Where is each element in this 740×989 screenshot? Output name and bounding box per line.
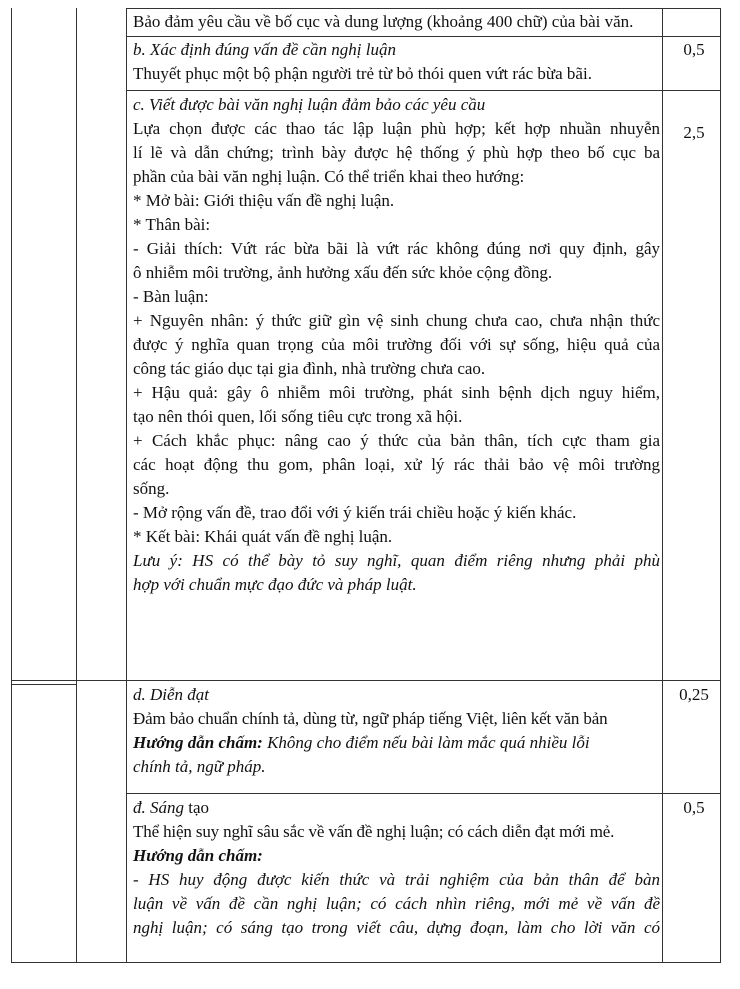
row3-line: - Giải thích: Vứt rác bừa bãi là vứt rác không đúng nơi quy định, gây [133, 239, 660, 258]
table-border-right [720, 8, 721, 963]
row1-line: Bảo đảm yêu cầu về bố cục và dung lượng (khoảng 400 chữ) của bài văn. [133, 12, 634, 31]
row3-heading: c. Viết được bài văn nghị luận đảm bảo các yêu cầu [133, 95, 486, 114]
row3-line: * Kết bài: Khái quát vấn đề nghị luận. [133, 527, 393, 546]
row4-heading: d. Diễn đạt [133, 685, 210, 704]
row4-line: Đảm bảo chuẩn chính tả, dùng từ, ngữ pháp tiếng Việt, liên kết văn bản [133, 709, 608, 728]
row-divider-3-sub [11, 684, 77, 685]
row-divider-4 [126, 793, 721, 794]
row3-line: - Mở rộng vấn đề, trao đổi với ý kiến trái chiều hoặc ý kiến khác. [133, 503, 577, 522]
column-divider-2 [126, 8, 127, 963]
row3-line: tạo nên thói quen, lối sống tiêu cực trong xã hội. [133, 407, 463, 426]
row3-score: 2,5 [683, 123, 705, 142]
row5-guide-line: - HS huy động được kiến thức và trải nghiệm của bản thân để bàn [133, 870, 660, 889]
row-divider-1 [126, 36, 721, 37]
row3-content [133, 93, 660, 597]
row5-guide-label: Hướng dẫn chấm: [133, 846, 263, 865]
row-divider-top [126, 8, 721, 9]
row5-line: Thể hiện suy nghĩ sâu sắc về vấn đề nghị luận; có cách diễn đạt mới mẻ. [133, 822, 615, 841]
row3-line: ô nhiễm môi trường, ảnh hưởng xấu đến sức khỏe cộng đồng. [133, 263, 553, 282]
row3-line: * Mở bài: Giới thiệu vấn đề nghị luận. [133, 191, 395, 210]
row5-guide-line: nghị luận; có sáng tạo trong viết câu, dựng đoạn, làm cho lời văn có [133, 918, 660, 937]
row3-line: * Thân bài: [133, 215, 211, 234]
column-divider-3 [662, 8, 663, 963]
row-divider-3 [11, 680, 721, 681]
row4-content [133, 683, 660, 779]
row-divider-2 [126, 90, 721, 91]
row4-score: 0,25 [679, 685, 709, 704]
row3-note: hợp với chuẩn mực đạo đức và pháp luật. [133, 575, 417, 594]
row4-guide-continued: chính tả, ngữ pháp. [133, 757, 266, 776]
table-border-bottom [11, 962, 721, 963]
row1-content [133, 10, 660, 34]
row2-heading: b. Xác định đúng vấn đề cần nghị luận [133, 40, 396, 59]
row5-score: 0,5 [683, 798, 705, 817]
row4-guide-label: Hướng dẫn chấm: [133, 733, 263, 752]
row5-heading-prefix: đ. Sáng [133, 798, 184, 817]
row2-score: 0,5 [683, 40, 705, 59]
row5-heading-suffix: tạo [184, 798, 210, 817]
row3-line: các hoạt động thu gom, phân loại, xử lý rác thải bảo vệ môi trường [133, 455, 660, 474]
row3-line: phần của bài văn nghị luận. Có thể triển khai theo hướng: [133, 167, 525, 186]
row3-line: - Bàn luận: [133, 287, 209, 306]
row3-line: Lựa chọn được các thao tác lập luận phù hợp; kết hợp nhuần nhuyễn [133, 119, 660, 138]
row2-content [133, 38, 660, 86]
row3-line: + Nguyên nhân: ý thức giữ gìn vệ sinh chung chưa cao, chưa nhận thức [133, 311, 660, 330]
row5-guide-line: luận về vấn đề cần nghị luận; có cách nhìn riêng, mới mẻ về vấn đề [133, 894, 660, 913]
row2-line: Thuyết phục một bộ phận người trẻ từ bỏ thói quen vứt rác bừa bãi. [133, 64, 592, 83]
row3-line: được ý nghĩa quan trọng của môi trường đối với sự sống, hiệu quả của [133, 335, 660, 354]
row3-line: công tác giáo dục tại gia đình, nhà trường chưa cao. [133, 359, 486, 378]
column-divider-1 [76, 8, 77, 963]
row5-content [133, 796, 660, 940]
row3-line: lí lẽ và dẫn chứng; trình bày được hệ thống ý phù hợp theo bố cục ba [133, 143, 660, 162]
row4-guide-text: Không cho điểm nếu bài làm mắc quá nhiều lỗi [262, 733, 590, 752]
row3-line: sống. [133, 479, 170, 498]
row3-note: Lưu ý: HS có thể bày tỏ suy nghĩ, quan điểm riêng nhưng phải phù [133, 551, 660, 570]
row3-line: + Cách khắc phục: nâng cao ý thức của bản thân, tích cực tham gia [133, 431, 660, 450]
table-border-left [11, 8, 12, 963]
row3-line: + Hậu quả: gây ô nhiễm môi trường, phát sinh bệnh dịch nguy hiểm, [133, 383, 660, 402]
